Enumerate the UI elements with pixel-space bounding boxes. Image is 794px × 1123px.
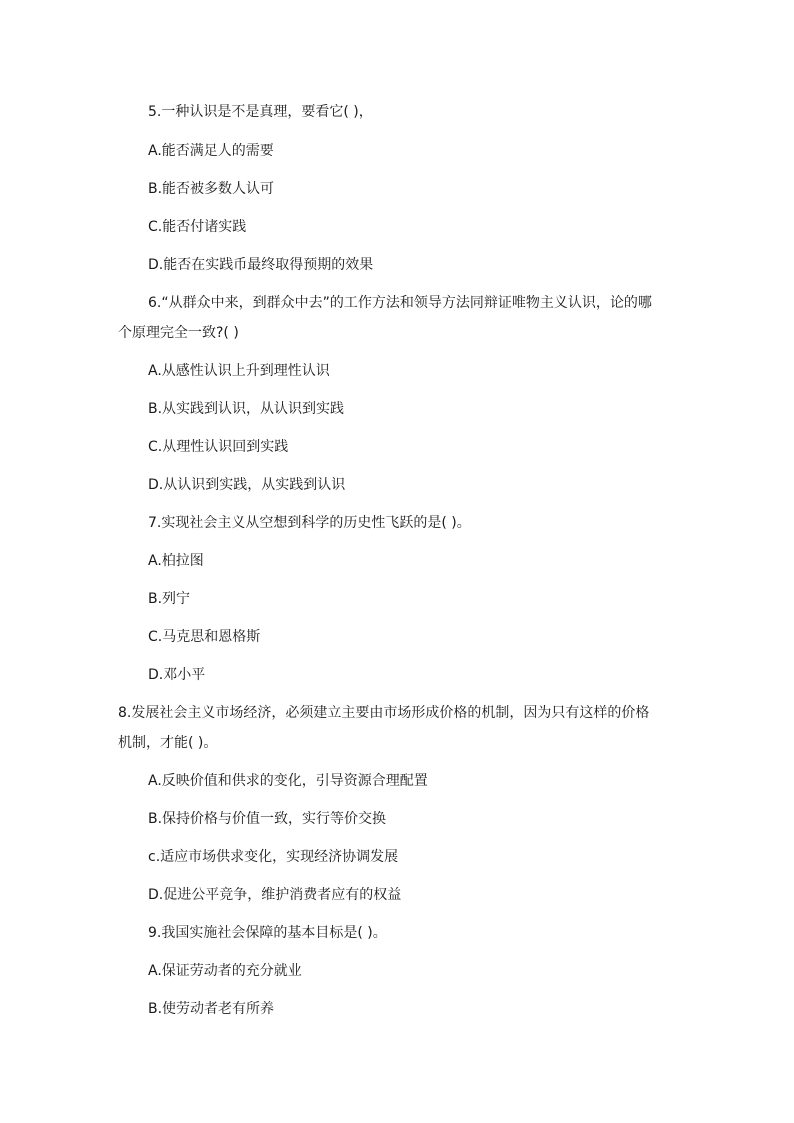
question-8-option-b: B.保持价格与价值一致，实行等价交换 [148, 811, 387, 827]
question-5-option-a: A.能否满足人的需要 [148, 143, 274, 159]
question-6-option-c: C.从理性认识回到实践 [148, 439, 289, 455]
question-7-option-a: A.柏拉图 [148, 553, 204, 569]
question-7-option-c: C.马克思和恩格斯 [148, 629, 261, 645]
question-7-option-b: B.列宁 [148, 591, 191, 607]
question-8-option-d: D.促进公平竞争，维护消费者应有的权益 [148, 887, 402, 903]
question-5-option-d: D.能否在实践币最终取得预期的效果 [148, 257, 374, 273]
question-8-option-a: A.反映价值和供求的变化，引导资源合理配置 [148, 773, 428, 789]
question-5-option-b: B.能否被多数人认可 [148, 181, 275, 197]
question-6-option-b: B.从实践到认识，从认识到实践 [148, 401, 345, 417]
question-8-option-c: c.适应市场供求变化，实现经济协调发展 [148, 849, 399, 865]
question-7-text: 7.实现社会主义从空想到科学的历史性飞跃的是( )。 [148, 515, 471, 531]
question-5-text: 5.一种认识是不是真理，要看它( )， [148, 104, 373, 120]
question-9-option-a: A.保证劳动者的充分就业 [148, 963, 302, 979]
question-6-option-a: A.从感性认识上升到理性认识 [148, 363, 330, 379]
question-9-option-b: B.使劳动者老有所养 [148, 1001, 275, 1017]
question-6-text: 6.“从群众中来，到群众中去”的工作方法和领导方法同辩证唯物主义认识，论的哪 [148, 295, 652, 311]
question-8-text: 8.发展社会主义市场经济，必须建立主要由市场形成价格的机制，因为只有这样的价格 [118, 705, 650, 721]
question-7-option-d: D.邓小平 [148, 667, 206, 683]
question-8-text-continued: 机制，才能( )。 [118, 735, 218, 751]
question-6-option-d: D.从认识到实践，从实践到认识 [148, 477, 346, 493]
question-5-option-c: C.能否付诸实践 [148, 219, 247, 235]
question-6-text-continued: 个原理完全一致?( ) [118, 325, 239, 341]
question-9-text: 9.我国实施社会保障的基本目标是( )。 [148, 925, 387, 941]
